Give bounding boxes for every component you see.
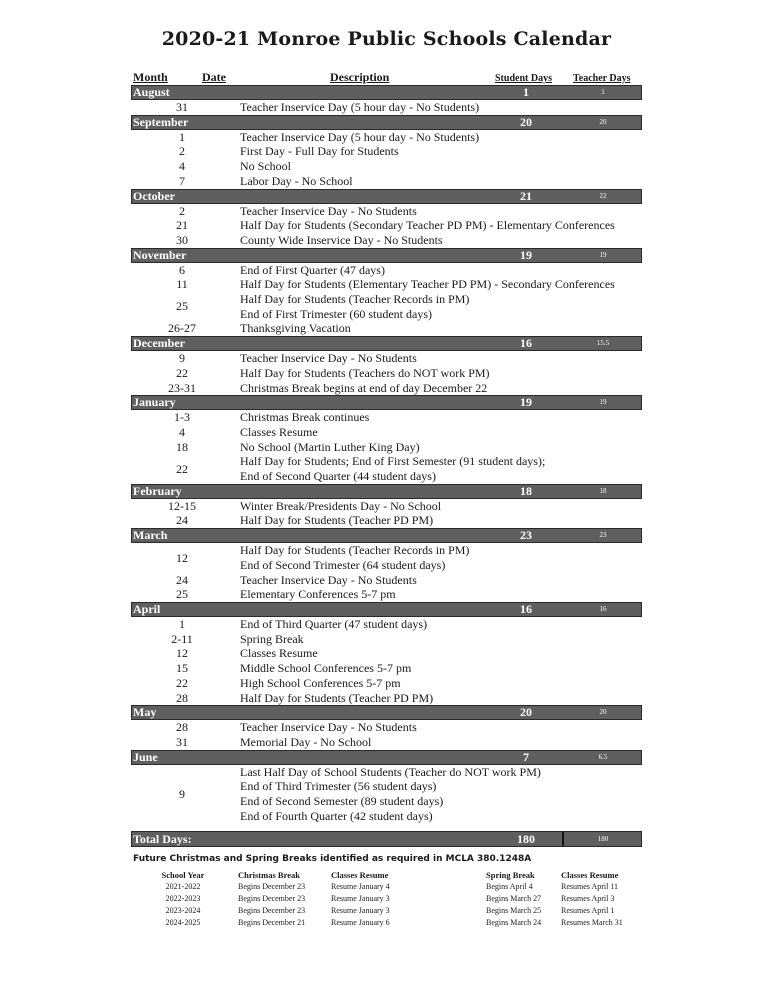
event-description-line: Memorial Day - No School [240,734,372,749]
month-name: October [133,188,175,203]
event-description-line: Winter Break/Presidents Day - No School [240,498,442,513]
future-breaks-cell: Resume January 3 [331,894,390,903]
student-days-value: 16 [520,336,532,351]
event-description [233,218,615,233]
event-description [233,454,545,483]
student-days-value: 1 [523,85,529,99]
month-header-row [131,602,642,617]
future-breaks-row [133,893,653,905]
event-description-line: Half Day for Students (Elementary Teacher PD PM) - Secondary Conferences [240,277,615,292]
future-breaks-cell: Resumes April 1 [561,906,615,915]
month-header-row [131,395,642,410]
event-row [131,543,642,572]
event-row [131,351,642,366]
student-days-value: 23 [520,528,532,543]
event-row [131,454,642,483]
event-row [131,321,642,336]
event-description [233,292,469,321]
event-description-line: End of Fourth Quarter (42 student days) [240,808,433,823]
teacher-days-value: 20 [599,708,607,717]
event-date: 26-27 [168,321,196,336]
event-description-line: County Wide Inservice Day - No Students [240,232,443,247]
event-date: 4 [179,159,185,174]
event-date: 15 [176,661,188,676]
month-name: January [133,395,176,410]
calendar-table [131,85,642,847]
event-date: 7 [179,173,185,188]
date-column-header: Date [202,70,226,84]
event-row [131,425,642,440]
event-description [233,691,433,706]
event-description-line: End of Second Trimester (64 student days) [240,557,446,572]
event-row [131,691,642,706]
event-description-line: Classes Resume [240,646,318,661]
event-date: 24 [176,513,188,528]
month-name: June [133,749,158,764]
event-row [131,499,642,514]
event-description [233,130,479,145]
teacher-days-value: 22 [599,191,607,200]
event-date: 9 [179,351,185,366]
event-description-line: Half Day for Students (Secondary Teacher PD PM) - Elementary Conferences [240,218,615,233]
future-breaks-cell: Begins March 25 [486,906,542,915]
event-description-line: Labor Day - No School [240,173,353,188]
future-breaks-cell: 2023-2024 [165,906,201,915]
event-row [131,661,642,676]
month-column-header: Month [133,70,168,84]
event-description-line: Christmas Break begins at end of day December 22 [240,380,488,395]
event-date: 21 [176,218,188,233]
event-description-line: High School Conferences 5-7 pm [240,675,401,690]
event-description [233,425,318,440]
future-breaks-row [133,905,653,917]
event-description [233,765,541,824]
event-description-line: Teacher Inservice Day (5 hour day - No Students) [240,129,480,144]
month-header-row [131,705,642,720]
month-header-row [131,85,642,100]
month-name: December [133,336,185,351]
event-date: 11 [176,277,188,292]
future-breaks-cell: Resumes April 3 [561,894,615,903]
teacher-days-value: 15.5 [596,339,610,348]
event-date: 22 [176,675,188,690]
teacher-days-value: 16 [599,604,607,613]
future-breaks-column-header: Classes Resume [331,870,389,880]
event-description-line: Teacher Inservice Day (5 hour day - No Students) [240,100,480,114]
event-description [233,159,291,174]
event-date: 9 [179,786,185,801]
future-breaks-column-header: Christmas Break [238,870,300,880]
student-days-value: 16 [520,601,532,616]
event-date: 2 [179,144,185,159]
event-row [131,513,642,528]
teacher-days-value: 19 [599,250,607,259]
event-description-line: Half Day for Students (Teacher PD PM) [240,690,434,705]
event-description-line: Half Day for Students (Teacher Records in PM) [240,543,470,558]
event-description-line: Thanksgiving Vacation [240,321,351,336]
future-breaks-cell: 2021-2022 [165,882,201,891]
event-description [233,174,353,189]
future-breaks-cell: Resume January 6 [331,918,390,927]
event-date: 1-3 [174,410,190,425]
event-row [131,410,642,425]
event-description-line: Elementary Conferences 5-7 pm [240,587,396,602]
future-breaks-column-header: Spring Break [486,870,535,880]
future-breaks-cell: Begins December 23 [238,882,306,891]
month-header-row [131,750,642,765]
event-description [233,543,469,572]
event-row [131,100,642,115]
event-row [131,204,642,219]
event-description-line: Teacher Inservice Day - No Students [240,351,417,366]
future-breaks-cell: Resume January 4 [331,882,390,891]
event-row [131,765,642,824]
event-description-line: Middle School Conferences 5-7 pm [240,661,412,676]
future-breaks-cell: Begins April 4 [486,882,533,891]
event-description [233,513,433,528]
student-days-value: 21 [520,188,532,203]
event-date: 6 [179,262,185,277]
teacher-days-value: 19 [599,398,607,407]
event-description [233,646,318,661]
teacher-days-column-header: Teacher Days [573,73,631,84]
event-description [233,440,420,455]
event-row [131,174,642,189]
event-description-line: Last Half Day of School Students (Teacher do NOT work PM) [240,764,541,779]
event-description-line: No School [240,159,291,174]
teacher-days-value: 23 [599,531,607,540]
event-row [131,573,642,588]
event-date: 31 [176,100,188,114]
event-date: 2-11 [171,631,193,646]
event-date: 22 [176,365,188,380]
student-days-value: 19 [520,395,532,410]
event-row [131,632,642,647]
event-row [131,720,642,735]
future-breaks-cell: Resumes April 11 [561,882,619,891]
event-description [233,263,385,278]
event-description-line: End of First Trimester (60 student days) [240,306,432,321]
future-breaks-row [133,917,653,929]
event-date: 12-15 [168,498,196,513]
event-description [233,661,411,676]
event-description [233,321,351,336]
month-name: April [133,601,161,616]
event-row [131,646,642,661]
event-description [233,381,487,396]
event-row [131,381,642,396]
event-date: 28 [176,690,188,705]
event-date: 28 [176,720,188,735]
event-description-line: Christmas Break continues [240,410,370,425]
future-breaks-cell: Begins March 27 [486,894,542,903]
event-description [233,632,304,647]
month-header-row [131,115,642,130]
event-row [131,735,642,750]
future-breaks-cell: Resumes March 31 [561,918,623,927]
student-days-value: 7 [523,749,529,764]
event-description [233,100,479,115]
month-name: February [133,483,182,498]
event-description-line: End of First Quarter (47 days) [240,262,385,277]
student-days-value: 20 [520,114,532,129]
event-date: 2 [179,203,185,218]
event-description-line: Teacher Inservice Day - No Students [240,720,417,735]
future-breaks-column-header: Classes Resume [561,870,619,880]
month-name: May [133,705,157,720]
teacher-days-value: 18 [599,486,607,495]
event-description [233,499,441,514]
month-header-row [131,189,642,204]
event-date: 25 [176,299,188,314]
event-row [131,130,642,145]
event-description [233,204,417,219]
event-description [233,587,396,602]
event-row [131,218,642,233]
event-date: 1 [179,129,185,144]
event-date: 30 [176,232,188,247]
future-breaks-cell: 2022-2023 [165,894,201,903]
event-description-line: End of Second Semester (89 student days) [240,794,444,809]
event-description [233,410,369,425]
event-row [131,440,642,455]
event-row [131,587,642,602]
event-description-line: End of Third Quarter (47 student days) [240,616,428,631]
event-row [131,292,642,321]
event-description [233,735,371,750]
event-description [233,277,615,292]
month-header-row [131,248,642,263]
student-days-column-header: Student Days [495,73,552,84]
event-date: 18 [176,439,188,454]
future-breaks-cell: Begins December 23 [238,894,306,903]
future-breaks-cell: Begins March 24 [486,918,542,927]
total-teacher-days: 180 [597,835,609,844]
event-row [131,263,642,278]
event-description-line: Half Day for Students; End of First Semester (91 student days); [240,454,546,469]
event-description-line: Teacher Inservice Day - No Students [240,203,417,218]
event-date: 24 [176,572,188,587]
event-description [233,720,417,735]
event-date: 23-31 [168,380,196,395]
future-breaks-cell: Begins December 21 [238,918,306,927]
event-description-line: End of Third Trimester (56 student days) [240,779,437,794]
event-description-line: Spring Break [240,631,304,646]
month-name: November [133,247,187,262]
month-name: September [133,114,189,129]
total-divider [562,832,564,846]
event-description [233,144,399,159]
event-description-line: Half Day for Students (Teacher Records in PM) [240,292,470,307]
event-row [131,233,642,248]
event-description-line: Classes Resume [240,424,318,439]
event-description-line: Teacher Inservice Day - No Students [240,572,417,587]
future-breaks-column-header: School Year [161,870,205,880]
event-row [131,159,642,174]
future-breaks-title: Future Christmas and Spring Breaks identified as required in MCLA 380.1248A [133,854,532,864]
future-breaks-cell: Resume January 3 [331,906,390,915]
total-days-label: Total Days: [133,832,192,847]
teacher-days-value: 6.5 [598,752,608,761]
event-description [233,676,401,691]
teacher-days-value: 20 [599,117,607,126]
event-row [131,366,642,381]
event-description [233,233,443,248]
month-name: March [133,528,168,543]
page-title: 2020-21 Monroe Public Schools Calendar [161,28,612,50]
student-days-value: 20 [520,705,532,720]
student-days-value: 18 [520,483,532,498]
month-name: August [133,85,170,99]
future-breaks-header-row [133,869,653,881]
future-breaks-row [133,881,653,893]
event-date: 4 [179,424,185,439]
event-row [131,676,642,691]
month-header-row [131,528,642,543]
event-description-line: No School (Martin Luther King Day) [240,439,420,454]
event-date: 12 [176,550,188,565]
month-header-row [131,484,642,499]
event-row [131,144,642,159]
event-date: 31 [176,734,188,749]
total-days-row [131,831,642,847]
event-description [233,573,417,588]
future-breaks-table [133,869,653,929]
total-student-days: 180 [517,832,535,847]
teacher-days-value: 1 [601,88,605,96]
event-description-line: Half Day for Students (Teacher PD PM) [240,513,434,528]
event-description-line: End of Second Quarter (44 student days) [240,469,436,484]
event-date: 1 [179,616,185,631]
event-row [131,277,642,292]
event-description [233,366,490,381]
event-date: 25 [176,587,188,602]
event-date: 22 [176,461,188,476]
month-header-row [131,336,642,351]
event-description [233,351,417,366]
event-description-line: First Day - Full Day for Students [240,144,399,159]
event-date: 12 [176,646,188,661]
future-breaks-cell: Begins December 23 [238,906,306,915]
event-description-line: Half Day for Students (Teachers do NOT work PM) [240,365,490,380]
event-description [233,617,427,632]
description-column-header: Description [330,70,390,84]
student-days-value: 19 [520,247,532,262]
future-breaks-cell: 2024-2025 [165,918,201,927]
event-row [131,617,642,632]
